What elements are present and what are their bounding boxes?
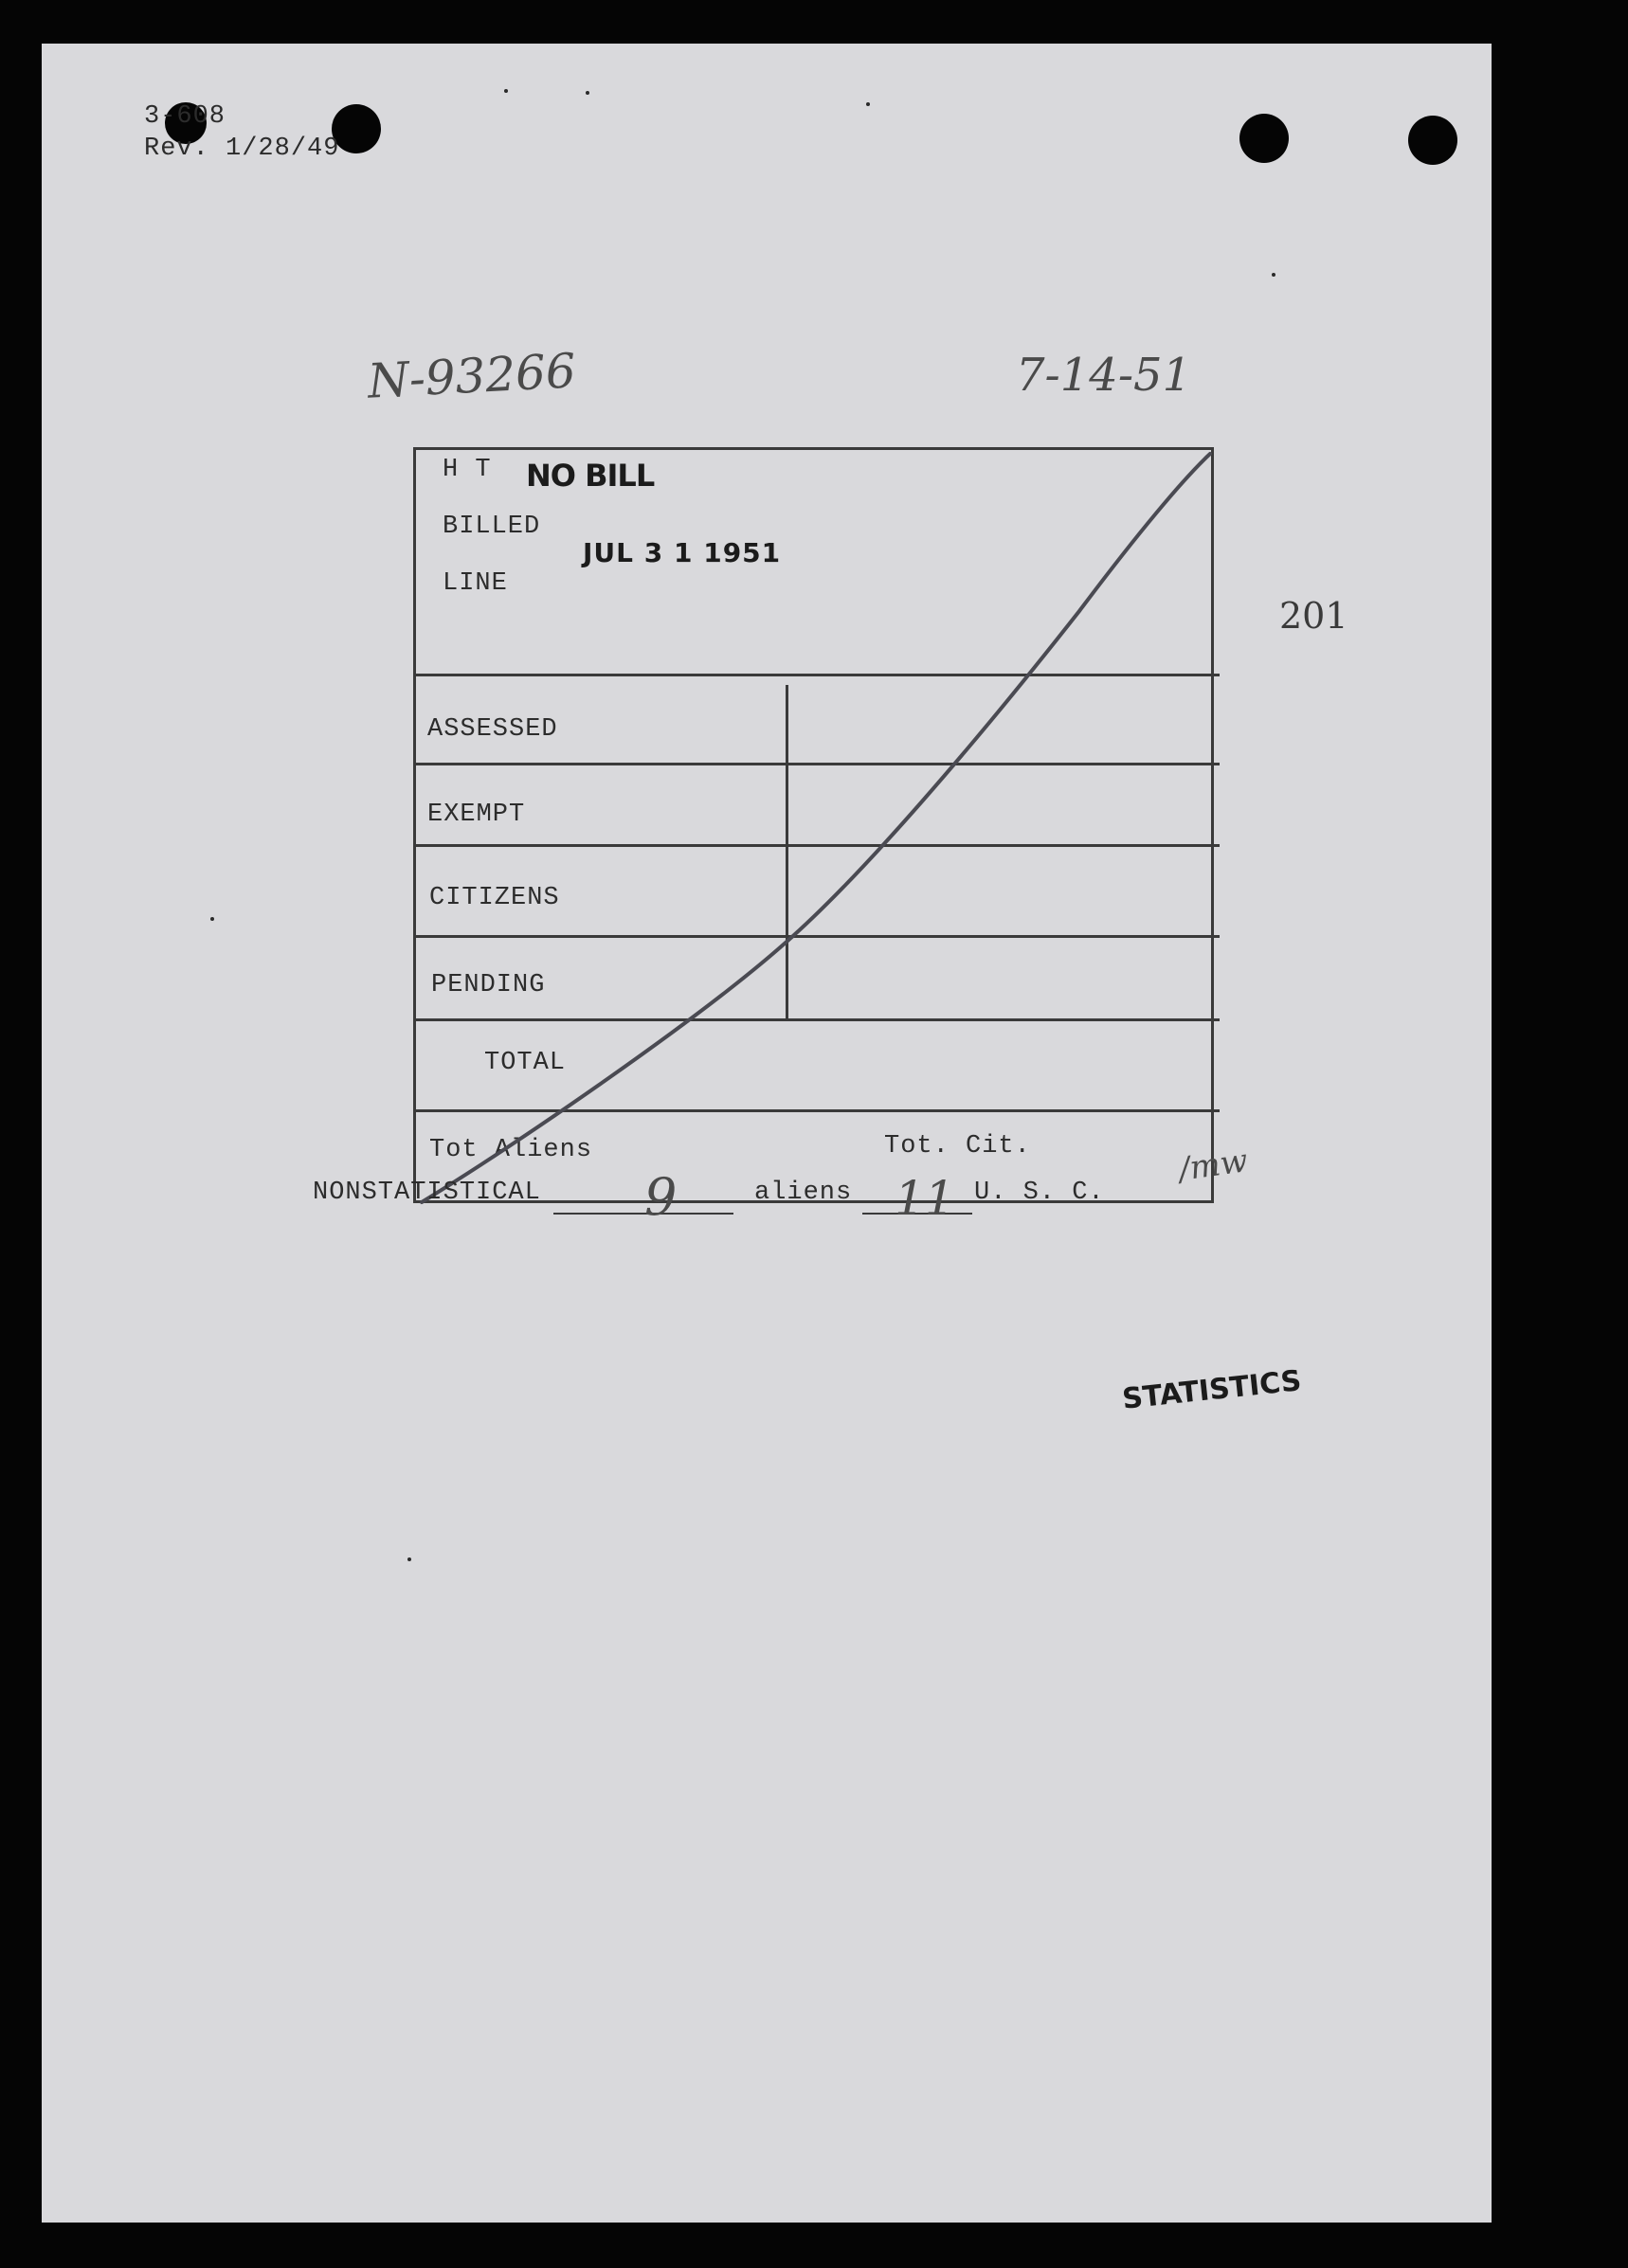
revision-date: Rev. 1/28/49	[144, 135, 340, 163]
ink-speck	[407, 1557, 411, 1561]
total-citizens-label: Tot. Cit.	[884, 1132, 1031, 1161]
aliens-label: aliens	[754, 1179, 853, 1207]
ink-speck	[586, 91, 589, 95]
handwritten-date: 7-14-51	[1016, 349, 1192, 402]
file-number: N-93266	[366, 343, 578, 409]
no-bill-stamp: NO BILL	[526, 458, 655, 494]
exempt-label: EXEMPT	[427, 801, 526, 829]
usc-label: U. S. C.	[974, 1179, 1105, 1207]
ht-label: H T	[443, 456, 492, 484]
total-aliens-label: Tot Aliens	[429, 1136, 593, 1164]
ink-speck	[210, 917, 214, 921]
document-page	[42, 44, 1492, 2223]
initials: /mw	[1176, 1142, 1251, 1189]
date-stamp: JUL 3 1 1951	[583, 537, 782, 568]
aliens-blank-line	[553, 1213, 733, 1215]
punch-hole	[1239, 114, 1289, 163]
billed-label: BILLED	[443, 513, 541, 541]
statistics-stamp: STATISTICS	[1120, 1364, 1303, 1416]
line-label: LINE	[443, 569, 508, 598]
total-label: TOTAL	[484, 1049, 567, 1077]
statistics-form-box	[413, 447, 1214, 1203]
ink-speck	[866, 102, 870, 106]
aliens-count: 9	[644, 1167, 678, 1227]
pending-label: PENDING	[431, 971, 546, 999]
page-number: 201	[1279, 595, 1348, 637]
nonstatistical-label: NONSTATISTICAL	[313, 1179, 541, 1207]
citizens-label: CITIZENS	[429, 884, 560, 912]
ink-speck	[1272, 273, 1275, 277]
punch-hole	[1408, 116, 1457, 165]
form-number: 3-608	[144, 102, 226, 131]
assessed-label: ASSESSED	[427, 715, 558, 744]
void-stroke	[416, 450, 1217, 1206]
usc-count: 11	[895, 1171, 955, 1226]
ink-speck	[504, 89, 508, 93]
